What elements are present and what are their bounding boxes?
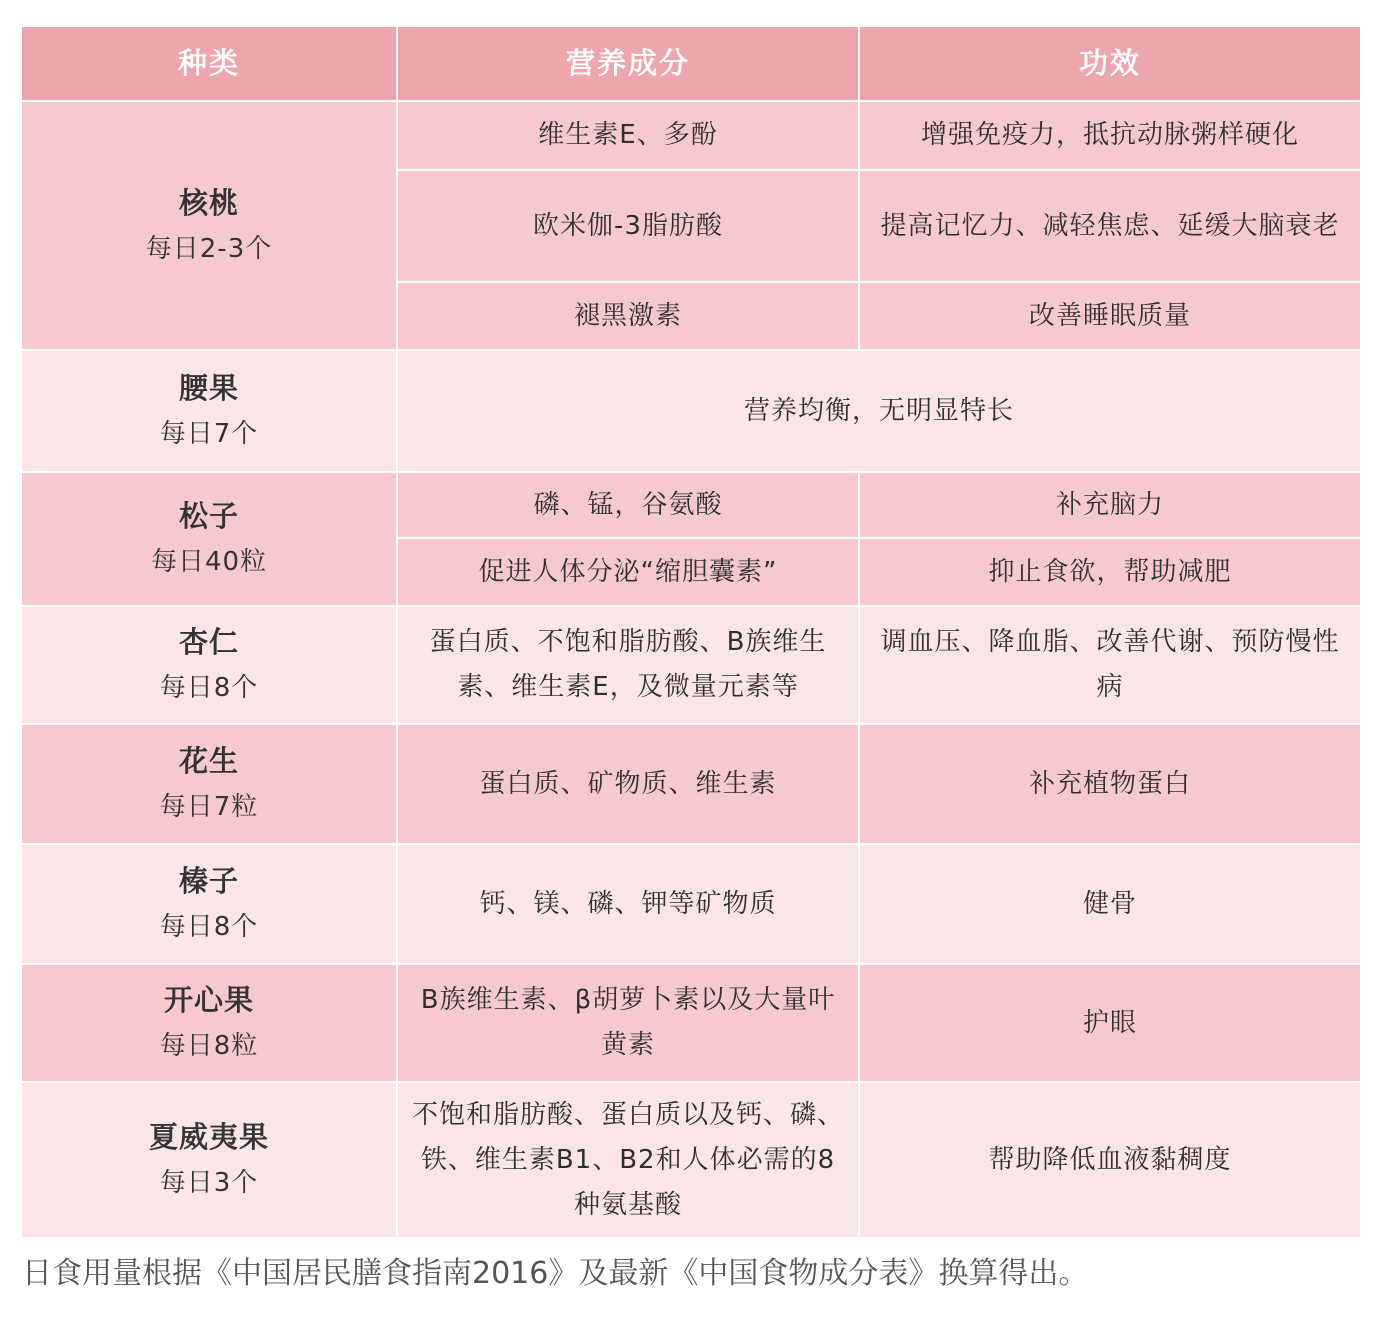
nut-name: 榛子 <box>178 864 239 898</box>
effect-cell <box>860 473 1360 537</box>
header-type <box>22 27 396 100</box>
effect-text: 护眼 <box>1082 1007 1137 1038</box>
nut-cell-macadamia <box>22 1083 396 1237</box>
nutrient-cell <box>398 1083 858 1237</box>
header-effects-label: 功效 <box>1078 46 1141 80</box>
effect-text: 增强免疫力，抵抗动脉粥样硬化 <box>920 120 1299 150</box>
nut-cell-walnut <box>22 102 396 349</box>
header-type-label: 种类 <box>177 46 240 80</box>
effect-text: 调血压、降血脂、改善代谢、预防慢性病 <box>880 627 1340 702</box>
nut-cell-almond <box>22 607 396 723</box>
header-nutrients <box>398 27 858 100</box>
nut-cell-peanut <box>22 725 396 843</box>
nut-amount: 每日3个 <box>159 1168 259 1198</box>
effect-text: 帮助降低血液黏稠度 <box>988 1144 1232 1175</box>
nutrient-cell <box>398 102 858 169</box>
nutrient-text: B族维生素、β胡萝卜素以及大量叶黄素 <box>420 985 836 1060</box>
nutrient-cell <box>398 539 858 605</box>
nut-amount: 每日8个 <box>159 912 259 942</box>
effect-cell <box>860 283 1360 349</box>
nut-cell-pistachio <box>22 965 396 1081</box>
effect-cell <box>860 607 1360 723</box>
merged-cell <box>398 351 1360 471</box>
nutrient-text: 磷、锰，谷氨酸 <box>533 489 723 520</box>
nut-cell-pine-nut <box>22 473 396 605</box>
effect-cell <box>860 1083 1360 1237</box>
nut-name: 腰果 <box>178 371 239 405</box>
nut-name: 夏威夷果 <box>148 1120 269 1154</box>
nutrient-text: 蛋白质、不饱和脂肪酸、B族维生素、维生素E，及微量元素等 <box>429 627 827 702</box>
effect-text: 补充植物蛋白 <box>1028 768 1191 799</box>
effect-cell <box>860 725 1360 843</box>
nut-amount: 每日8粒 <box>159 1031 259 1061</box>
nut-name: 杏仁 <box>178 625 239 659</box>
merged-text: 营养均衡，无明显特长 <box>743 395 1014 426</box>
nutrient-text: 维生素E、多酚 <box>538 120 718 150</box>
nut-amount: 每日7粒 <box>159 792 259 822</box>
nutrient-cell <box>398 171 858 281</box>
nutrient-cell <box>398 607 858 723</box>
header-nutrients-label: 营养成分 <box>565 46 690 80</box>
nutrient-text: 促进人体分泌“缩胆囊素” <box>478 556 778 587</box>
effect-cell <box>860 965 1360 1081</box>
header-effects <box>860 27 1360 100</box>
nutrient-text: 不饱和脂肪酸、蛋白质以及钙、磷、铁、维生素B1、B2和人体必需的8种氨基酸 <box>411 1099 844 1220</box>
nutrient-cell <box>398 473 858 537</box>
nut-amount: 每日2-3个 <box>145 233 273 264</box>
effect-cell <box>860 171 1360 281</box>
nut-amount: 每日7个 <box>159 419 259 449</box>
nut-name: 开心果 <box>163 983 254 1017</box>
nutrient-text: 蛋白质、矿物质、维生素 <box>479 768 777 799</box>
nut-name: 松子 <box>178 499 239 533</box>
effect-cell <box>860 539 1360 605</box>
nut-amount: 每日8个 <box>159 673 259 703</box>
source-footnote: 日食用量根据《中国居民膳食指南2016》及最新《中国食物成分表》换算得出。 <box>22 1256 1089 1291</box>
effect-text: 提高记忆力、减轻焦虑、延缓大脑衰老 <box>880 210 1340 241</box>
nutrient-text: 钙、镁、磷、钾等矿物质 <box>479 888 777 919</box>
effect-text: 抑止食欲，帮助减肥 <box>988 556 1232 587</box>
nut-amount: 每日40粒 <box>150 547 268 577</box>
nut-cell-cashew <box>22 351 396 471</box>
effect-cell <box>860 102 1360 169</box>
effect-cell <box>860 845 1360 963</box>
nutrient-text: 欧米伽-3脂肪酸 <box>533 210 723 241</box>
nutrient-text: 褪黑激素 <box>573 300 682 331</box>
nutrient-cell <box>398 845 858 963</box>
nut-nutrition-table <box>22 27 1360 1227</box>
nutrient-cell <box>398 965 858 1081</box>
nutrient-cell <box>398 725 858 843</box>
effect-text: 改善睡眠质量 <box>1028 300 1191 331</box>
nut-cell-hazelnut <box>22 845 396 963</box>
nut-name: 花生 <box>178 744 239 778</box>
nutrient-cell <box>398 283 858 349</box>
effect-text: 健骨 <box>1082 888 1137 919</box>
effect-text: 补充脑力 <box>1055 489 1164 520</box>
nut-name: 核桃 <box>178 185 239 220</box>
